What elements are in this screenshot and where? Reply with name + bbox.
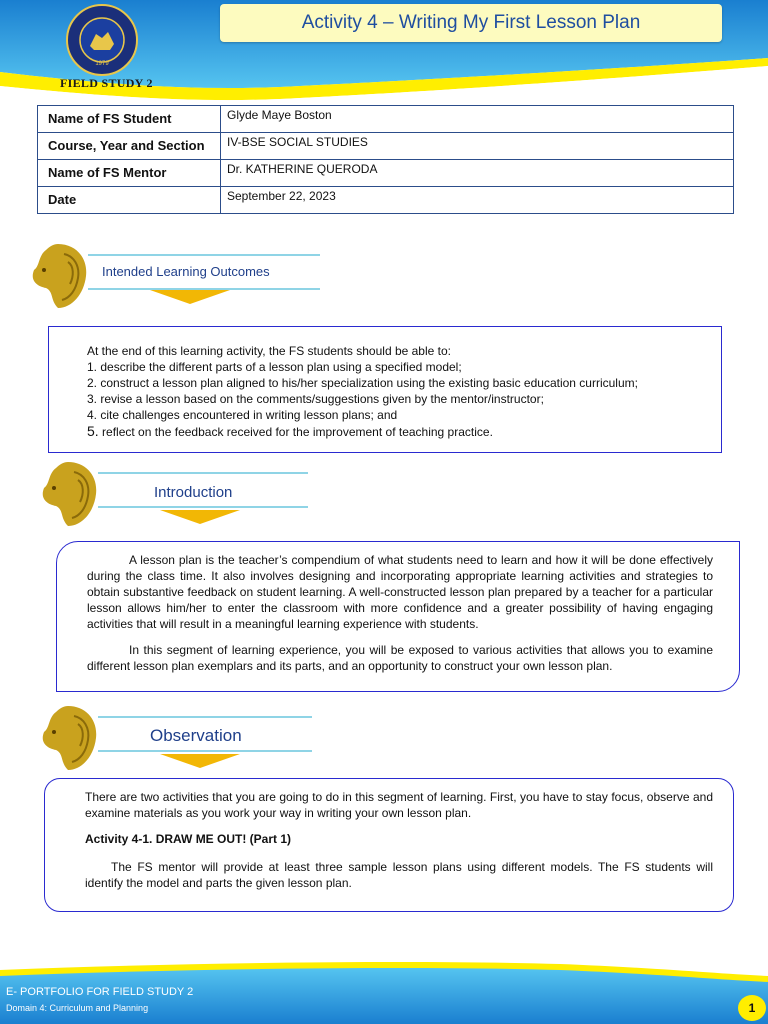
table-row: [38, 187, 734, 214]
table-row: [38, 106, 734, 133]
section-header-introduction: [38, 458, 328, 528]
info-value: September 22, 2023: [221, 187, 734, 214]
page-number: 1: [738, 995, 766, 1021]
learning-outcomes-box: [48, 326, 722, 453]
lion-head-icon: [38, 458, 102, 530]
outcome-item: 3. revise a lesson based on the comments/suggestions given by the mentor/instructor;: [87, 392, 544, 406]
footer-title: E- PORTFOLIO FOR FIELD STUDY 2: [6, 986, 194, 998]
info-label: Name of FS Mentor: [38, 160, 221, 187]
outcome-item: 2. construct a lesson plan aligned to his/her specialization using the existing basic education curriculum;: [87, 376, 638, 390]
outcome-item: 4. cite challenges encountered in writing lesson plans; and: [87, 408, 398, 422]
section-header-ilo: [28, 240, 318, 310]
footer-domain: Domain 4: Curriculum and Planning: [6, 1003, 149, 1013]
lion-head-icon: [28, 240, 92, 312]
outcome-item: 1. describe the different parts of a lesson plan using a specified model;: [87, 360, 462, 374]
info-label: Course, Year and Section: [38, 133, 221, 160]
table-row: [38, 160, 734, 187]
observation-paragraph: The FS mentor will provide at least three sample lesson plans using different models. The FS students will identify the model and parts the given lesson plan.: [85, 860, 713, 890]
introduction-paragraph: A lesson plan is the teacher’s compendium of what students need to learn and how it will be done effectively during the class time. It also involves designing and incorporating appropriate learning activities and strategies to obtain substantive feedback on student learning. A well-constructed lesson plan prepared by a teacher for a particular lesson allows him/her to enter the classroom with more confidence and a greater possibility of having engaging activities that will result in a meaningful learning experience with students.: [87, 553, 713, 631]
section-heading: Observation: [150, 726, 242, 745]
course-subtitle: FIELD STUDY 2: [60, 76, 153, 90]
info-value: Glyde Maye Boston: [221, 106, 734, 133]
page-title: Activity 4 – Writing My First Lesson Plan: [220, 4, 722, 42]
outcomes-intro: At the end of this learning activity, the FS students should be able to:: [87, 344, 451, 358]
outcome-item: 5. reflect on the feedback received for the improvement of teaching practice.: [87, 423, 493, 439]
arrow-down-icon: [150, 290, 230, 304]
section-heading: Introduction: [154, 484, 233, 501]
lion-head-icon: [38, 702, 102, 774]
outcome-number: 5.: [87, 423, 99, 439]
table-row: [38, 133, 734, 160]
observation-box: [44, 778, 734, 912]
section-header-observation: [38, 702, 328, 772]
section-heading: Intended Learning Outcomes: [102, 264, 270, 279]
arrow-down-icon: [160, 510, 240, 524]
activity-title: Activity 4-1. DRAW ME OUT! (Part 1): [85, 832, 292, 846]
student-info-table: [37, 105, 734, 214]
info-label: Name of FS Student: [38, 106, 221, 133]
observation-paragraph: There are two activities that you are going to do in this segment of learning. First, you have to stay focus, observe and examine materials as you work your way in writing your own lesson plan.: [85, 790, 713, 820]
introduction-paragraph: In this segment of learning experience, you will be exposed to various activities that allows you to examine different lesson plan exemplars and its parts, and an opportunity to construct your own lesson plan.: [87, 643, 713, 673]
info-label: Date: [38, 187, 221, 214]
university-seal-logo: [66, 4, 138, 76]
seal-year: 1979: [95, 61, 109, 67]
info-value: IV-BSE SOCIAL STUDIES: [221, 133, 734, 160]
arrow-down-icon: [160, 754, 240, 768]
info-value: Dr. KATHERINE QUERODA: [221, 160, 734, 187]
introduction-box: [56, 541, 740, 692]
